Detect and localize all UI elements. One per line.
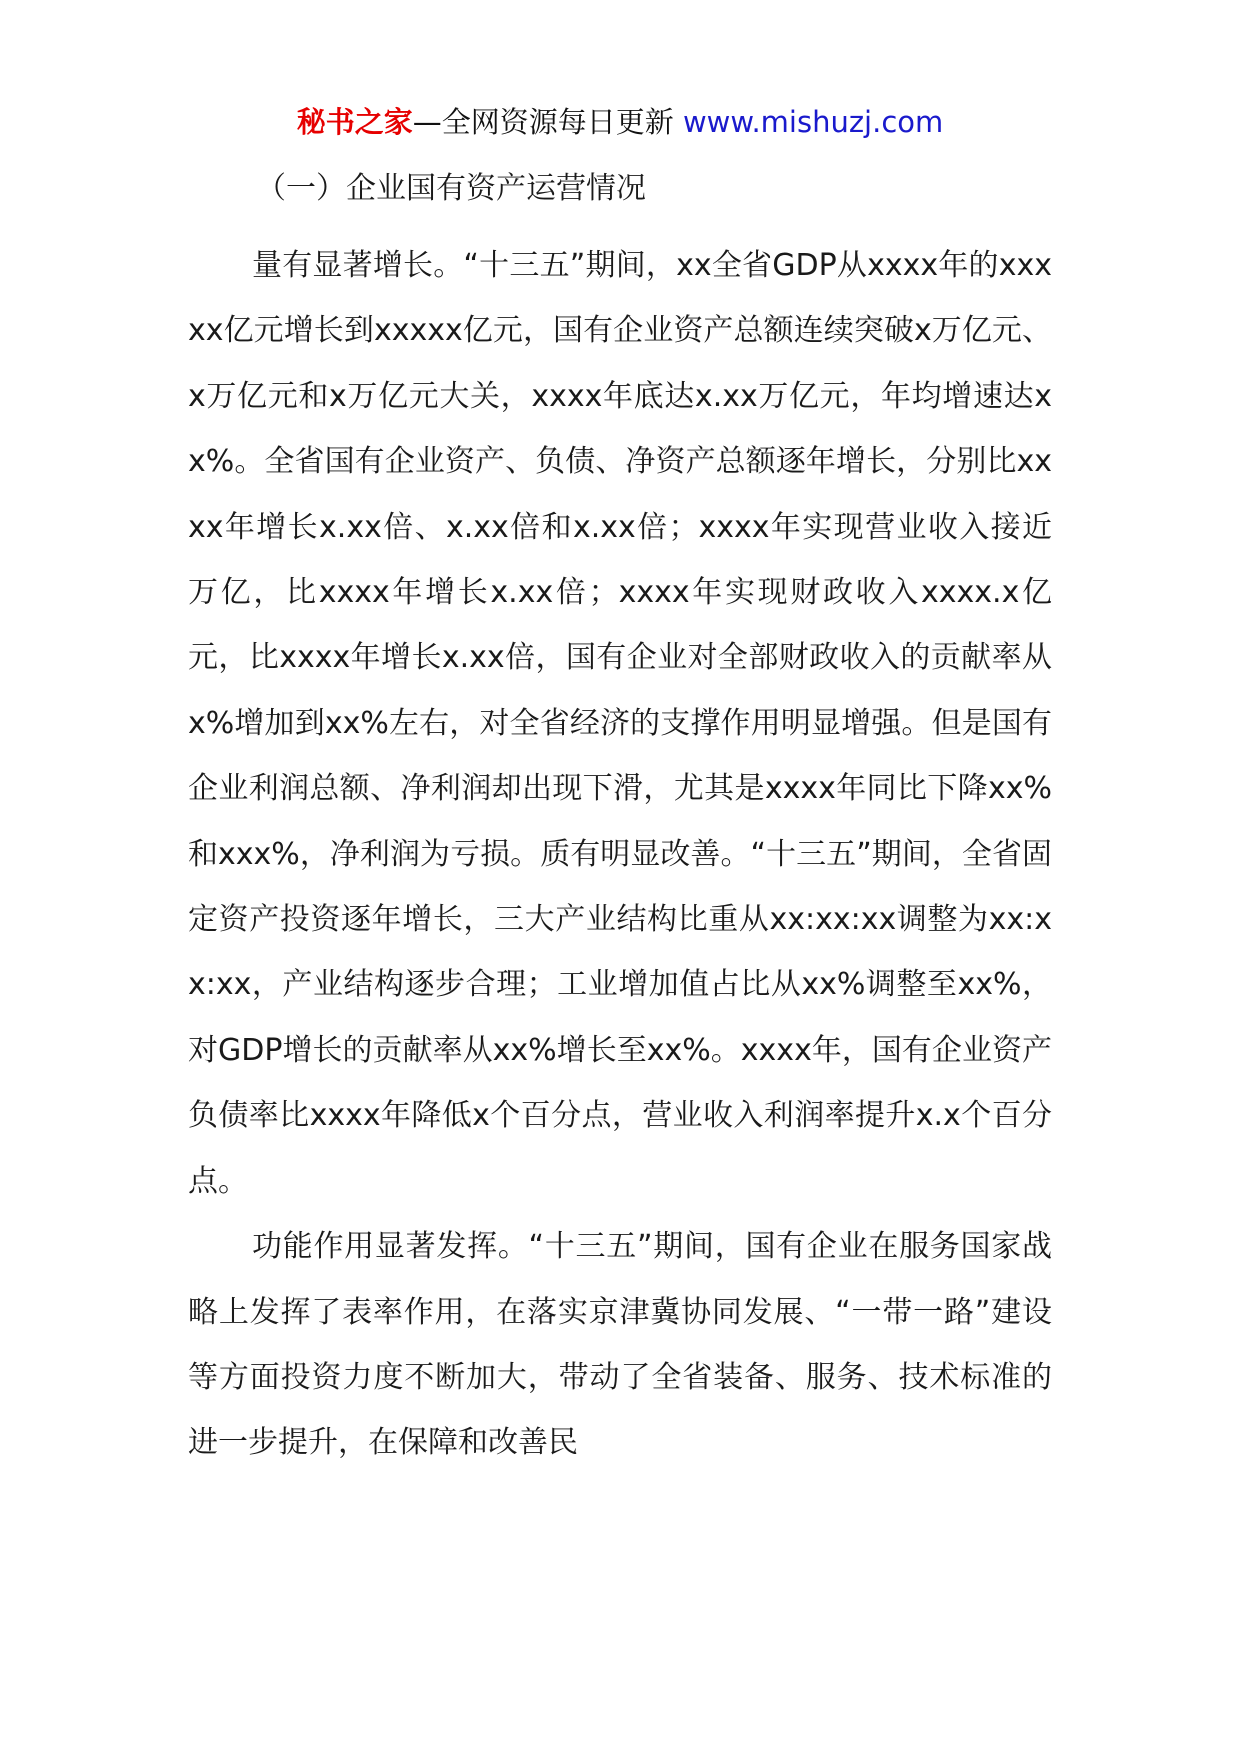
header-slogan: —全网资源每日更新 <box>412 105 674 139</box>
paragraph-function-role: 功能作用显著发挥。“十三五”期间，国有企业在服务国家战略上发挥了表率作用，在落实京津冀协同发展、“一带一路”建设等方面投资力度不断加大，带动了全省装备、服务、技术标准的进一步提升，在保障和改善民 <box>188 1229 1052 1461</box>
brand-name: 秘书之家 <box>296 105 413 139</box>
section-heading: （一）企业国有资产运营情况 <box>256 171 646 206</box>
website-link[interactable]: www.mishuzj.com <box>682 105 944 139</box>
paragraph-scale-quality: 量有显著增长。“十三五”期间，xx全省GDP从xxxx年的xxxxx亿元增长到xxxxx亿元，国有企业资产总额连续突破x万亿元、x万亿元和x万亿元大关，xxxx年底达x.xx万亿元，年均增速达xx%。全省国有企业资产、负债、净资产总额逐年增长，分别比xxxx年增长x.xx倍、x.xx倍和x.xx倍；xxxx年实现营业收入接近万亿，比xxxx年增长x.xx倍；xxxx年实现财政收入xxxx.x亿元，比xxxx年增长x.xx倍，国有企业对全部财政收入的贡献率从x%增加到xx%左右，对全省经济的支撑作用明显增强。但是国有企业利润总额、净利润却出现下滑，尤其是xxxx年同比下降xx%和xxx%，净利润为亏损。质有明显改善。“十三五”期间，全省固定资产投资逐年增长，三大产业结构比重从xx:xx:xx调整为xx:xx:xx，产业结构逐步合理；工业增加值占比从xx%调整至xx%，对GDP增长的贡献率从xx%增长至xx%。xxxx年，国有企业资产负债率比xxxx年降低x个百分点，营业收入利润率提升x.x个百分点。 <box>188 248 1052 1199</box>
document-body <box>188 233 1052 1476</box>
site-header <box>0 102 1240 142</box>
